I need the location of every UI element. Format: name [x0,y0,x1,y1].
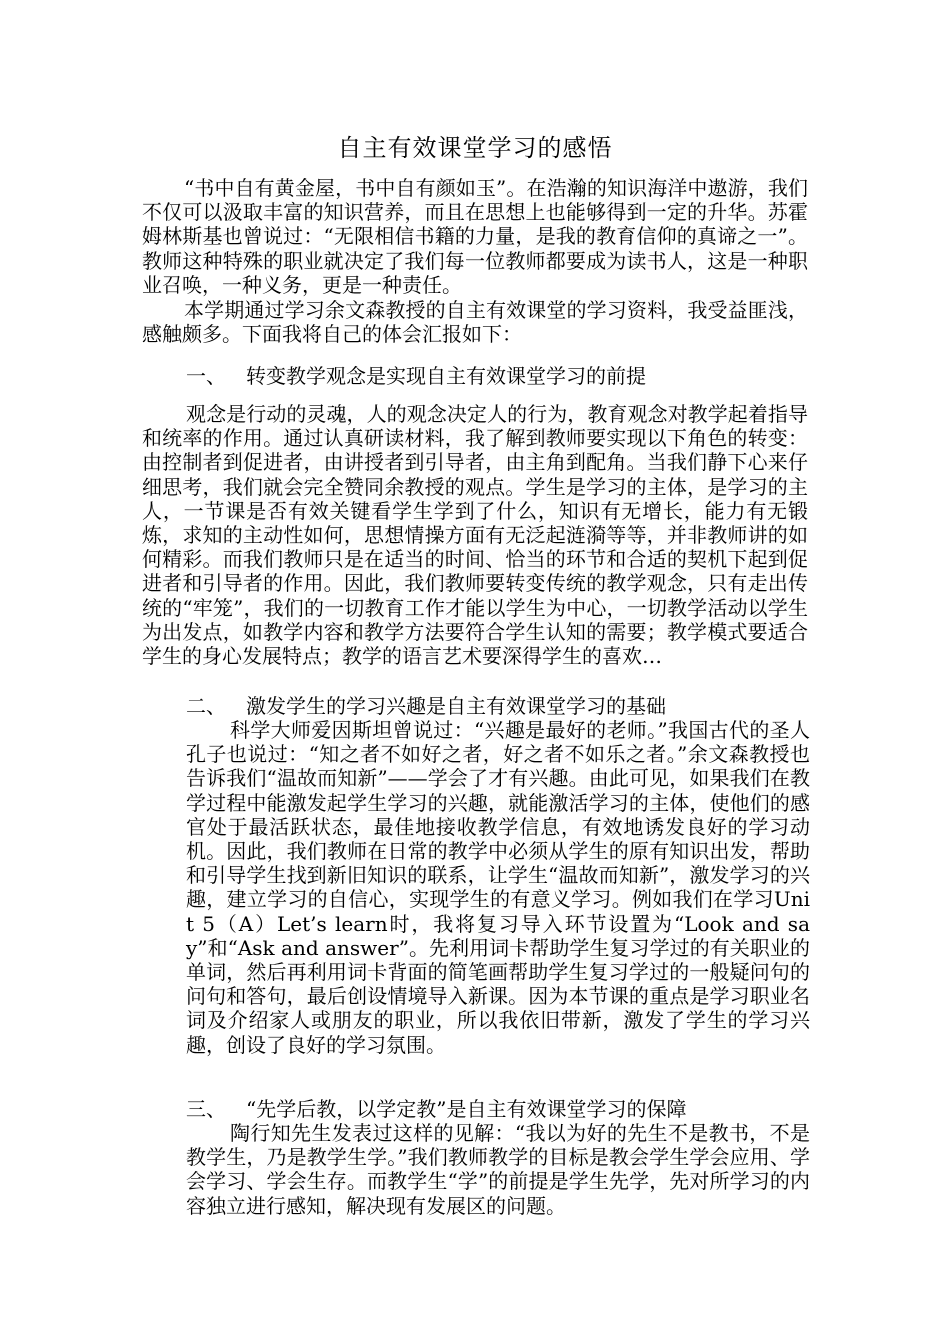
section-3-heading-text: “先学后教，以学定教”是自主有效课堂学习的保障 [246,1097,687,1121]
document-title: 自主有效课堂学习的感悟 [337,134,613,162]
section-3-number: 三、 [186,1097,226,1121]
section-1-body: 观念是行动的灵魂，人的观念决定人的行为，教育观念对教学起着指导和统率的作用。通过认真研读材料，我了解到教师要实现以下角色的转变：由控制者到促进者，由讲授者到引导者，由主角到配角。当我们静下心来仔细思考，我们就会完全赞同余教授的观点。学生是学习的主体，是学习的主人，一节课是否有效关键看学生学到了什么，知识有无增长，能力有无锻炼，求知的主动性如何，思想情操方面有无泛起涟漪等等，并非教师讲的如何精彩。而我们教师只是在适当的时间、恰当的环节和合适的契机下起到促进者和引导者的作用。因此，我们教师要转变传统的教学观念，只有走出传统的“牢笼”，我们的一切教育工作才能以学生为中心，一切教学活动以学生为出发点，如教学内容和教学方法要符合学生认知的需要；教学模式要适合学生的身心发展特点；教学的语言艺术要深得学生的喜欢… [142,402,808,669]
section-1-heading [186,364,826,388]
section-3-body: 陶行知先生发表过这样的见解：“我以为好的先生不是教书，不是教学生，乃是教学生学。”我们教师教学的目标是教会学生学会应用、学会学习、学会生存。而教学生“学”的前提是学生先学，先对所学习的内容独立进行感知，解决现有发展区的问题。 [186,1121,810,1218]
section-1-heading-text: 转变教学观念是实现自主有效课堂学习的前提 [246,364,646,388]
section-2-number: 二、 [186,694,226,718]
section-2-heading [186,694,826,718]
intro-paragraph: “书中自有黄金屋，书中自有颜如玉”。在浩瀚的知识海洋中遨游，我们不仅可以汲取丰富的知识营养，而且在思想上也能够得到一定的升华。苏霍姆林斯基也曾说过：“无限相信书籍的力量，是我的教育信仰的真谛之一”。教师这种特殊的职业就决定了我们每一位教师都要成为读书人，这是一种职业召唤，一种义务，更是一种责任。 [142,176,808,297]
second-paragraph: 本学期通过学习余文森教授的自主有效课堂的学习资料，我受益匪浅，感触颇多。下面我将自己的体会汇报如下： [142,298,808,347]
section-2-heading-text: 激发学生的学习兴趣是自主有效课堂学习的基础 [246,694,666,718]
section-1-number: 一、 [186,364,226,388]
section-3-heading [186,1097,826,1121]
section-2-body: 科学大师爱因斯坦曾说过：“兴趣是最好的老师。”我国古代的圣人孔子也说过：“知之者不如好之者，好之者不如乐之者。”余文森教授也告诉我们“温故而知新”——学会了才有兴趣。由此可见，如果我们在教学过程中能激发起学生学习的兴趣，就能激活学习的主体，使他们的感官处于最活跃状态，最佳地接收教学信息，有效地诱发良好的学习动机。因此，我们教师在日常的教学中必须从学生的原有知识出发，帮助和引导学生找到新旧知识的联系，让学生“温故而知新”，激发学习的兴趣，建立学习的自信心，实现学生的有意义学习。例如我们在学习Unit 5（A）Let’s learn时，我将复习导入环节设置为“Look and say”和“Ask and answer”。先利用词卡帮助学生复习学过的有关职业的单词，然后再利用词卡背面的简笔画帮助学生复习学过的一般疑问句的问句和答句，最后创设情境导入新课。因为本节课的重点是学习职业名词及介绍家人或朋友的职业，所以我依旧带新，激发了学生的学习兴趣，创设了良好的学习氛围。 [186,718,810,1057]
